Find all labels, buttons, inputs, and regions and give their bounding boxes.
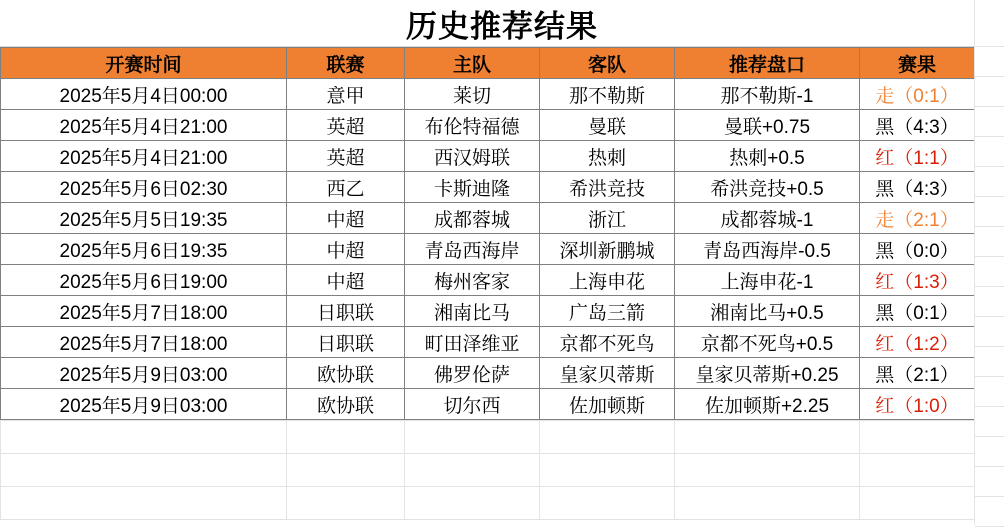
cell-time: 2025年5月4日21:00 (1, 110, 287, 141)
gutter-cell (975, 497, 1004, 527)
empty-cell (1, 487, 287, 520)
cell-league: 欧协联 (287, 389, 405, 420)
status-badge (875, 298, 958, 325)
result-score: （1:2） (894, 333, 959, 355)
cell-home-team: 卡斯迪隆 (405, 172, 540, 203)
gutter-cell (975, 227, 1004, 257)
table-row (1, 265, 975, 296)
gutter-cell (975, 407, 1004, 437)
status-badge (875, 174, 958, 201)
cell-home-team: 布伦特福德 (405, 110, 540, 141)
status-badge (875, 143, 958, 170)
cell-pick: 那不勒斯-1 (675, 79, 860, 110)
empty-row (1, 421, 975, 454)
cell-league: 英超 (287, 110, 405, 141)
empty-cell (860, 487, 975, 520)
result-score: （1:3） (894, 271, 959, 293)
cell-away-team: 希洪竞技 (540, 172, 675, 203)
empty-cell (540, 487, 675, 520)
cell-time: 2025年5月5日19:35 (1, 203, 287, 234)
empty-cell (675, 454, 860, 487)
result-score: （0:0） (894, 240, 959, 262)
table-row (1, 203, 975, 234)
column-header-home: 主队 (405, 48, 540, 79)
gutter-cell (975, 437, 1004, 467)
gutter-cell (975, 47, 1004, 77)
cell-away-team: 佐加顿斯 (540, 389, 675, 420)
gutter-cell (975, 467, 1004, 497)
empty-cell (405, 487, 540, 520)
table-body (1, 79, 975, 420)
cell-pick: 曼联+0.75 (675, 110, 860, 141)
result-mark: 走 (875, 209, 895, 231)
gutter-cell (975, 77, 1004, 107)
table-row (1, 389, 975, 420)
table-row (1, 110, 975, 141)
gutter-cell (975, 347, 1004, 377)
column-header-pick: 推荐盘口 (675, 48, 860, 79)
status-badge (875, 236, 958, 263)
table-row (1, 358, 975, 389)
cell-pick: 湘南比马+0.5 (675, 296, 860, 327)
cell-result (860, 172, 975, 203)
cell-result (860, 389, 975, 420)
cell-league: 西乙 (287, 172, 405, 203)
gutter-cell (975, 377, 1004, 407)
gutter-cell (975, 137, 1004, 167)
gutter-cell (975, 257, 1004, 287)
result-score: （4:3） (894, 116, 959, 138)
status-badge (875, 267, 958, 294)
result-score: （2:1） (894, 364, 959, 386)
gutter-title-cell (975, 0, 1004, 47)
cell-league: 中超 (287, 265, 405, 296)
cell-pick: 上海申花-1 (675, 265, 860, 296)
right-gutter-column (974, 0, 1004, 525)
cell-time: 2025年5月7日18:00 (1, 327, 287, 358)
table-header-row (1, 48, 975, 79)
table-row (1, 141, 975, 172)
gutter-cell (975, 107, 1004, 137)
cell-result (860, 296, 975, 327)
empty-cell (540, 421, 675, 454)
history-results-table (0, 47, 975, 420)
cell-pick: 热刺+0.5 (675, 141, 860, 172)
cell-away-team: 深圳新鹏城 (540, 234, 675, 265)
result-score: （1:1） (894, 147, 959, 169)
empty-cell (540, 454, 675, 487)
result-mark: 红 (875, 271, 895, 293)
cell-time: 2025年5月7日18:00 (1, 296, 287, 327)
empty-cell (405, 454, 540, 487)
cell-home-team: 湘南比马 (405, 296, 540, 327)
status-badge (875, 112, 958, 139)
cell-result (860, 327, 975, 358)
cell-pick: 佐加顿斯+2.25 (675, 389, 860, 420)
empty-cell (1, 454, 287, 487)
column-header-time: 开赛时间 (1, 48, 287, 79)
empty-rows-area (0, 420, 974, 520)
gutter-cell (975, 167, 1004, 197)
result-mark: 黑 (875, 240, 895, 262)
result-mark: 红 (875, 395, 895, 417)
table-row (1, 79, 975, 110)
cell-home-team: 青岛西海岸 (405, 234, 540, 265)
table-row (1, 234, 975, 265)
cell-away-team: 那不勒斯 (540, 79, 675, 110)
result-score: （4:3） (894, 178, 959, 200)
result-mark: 红 (875, 333, 895, 355)
cell-league: 中超 (287, 203, 405, 234)
cell-time: 2025年5月6日02:30 (1, 172, 287, 203)
status-badge (875, 205, 958, 232)
cell-home-team: 莱切 (405, 79, 540, 110)
result-score: （0:1） (894, 302, 959, 324)
status-badge (875, 391, 958, 418)
empty-row (1, 454, 975, 487)
column-header-away: 客队 (540, 48, 675, 79)
cell-away-team: 广岛三箭 (540, 296, 675, 327)
cell-result (860, 203, 975, 234)
cell-home-team: 佛罗伦萨 (405, 358, 540, 389)
cell-away-team: 曼联 (540, 110, 675, 141)
result-mark: 黑 (875, 116, 895, 138)
cell-home-team: 町田泽维亚 (405, 327, 540, 358)
cell-league: 日职联 (287, 327, 405, 358)
cell-pick: 成都蓉城-1 (675, 203, 860, 234)
cell-time: 2025年5月9日03:00 (1, 358, 287, 389)
cell-away-team: 皇家贝蒂斯 (540, 358, 675, 389)
result-score: （0:1） (894, 85, 959, 107)
empty-cell (1, 421, 287, 454)
cell-away-team: 浙江 (540, 203, 675, 234)
cell-result (860, 141, 975, 172)
empty-cell (287, 454, 405, 487)
result-mark: 黑 (875, 302, 895, 324)
gutter-cell (975, 287, 1004, 317)
result-mark: 黑 (875, 178, 895, 200)
cell-time: 2025年5月4日00:00 (1, 79, 287, 110)
result-mark: 红 (875, 147, 895, 169)
empty-row (1, 487, 975, 520)
cell-league: 欧协联 (287, 358, 405, 389)
result-score: （1:0） (894, 395, 959, 417)
result-mark: 走 (875, 85, 895, 107)
empty-cell (287, 487, 405, 520)
result-mark: 黑 (875, 364, 895, 386)
cell-league: 意甲 (287, 79, 405, 110)
cell-time: 2025年5月6日19:00 (1, 265, 287, 296)
column-header-result: 赛果 (860, 48, 975, 79)
empty-cell (405, 421, 540, 454)
page-title: 历史推荐结果 (406, 8, 598, 44)
cell-away-team: 热刺 (540, 141, 675, 172)
cell-pick: 皇家贝蒂斯+0.25 (675, 358, 860, 389)
cell-result (860, 265, 975, 296)
status-badge (875, 360, 958, 387)
cell-result (860, 110, 975, 141)
cell-pick: 京都不死鸟+0.5 (675, 327, 860, 358)
cell-time: 2025年5月6日19:35 (1, 234, 287, 265)
cell-home-team: 切尔西 (405, 389, 540, 420)
cell-result (860, 79, 975, 110)
empty-cell (860, 421, 975, 454)
cell-league: 英超 (287, 141, 405, 172)
empty-cell (860, 454, 975, 487)
table-row (1, 172, 975, 203)
result-score: （2:1） (894, 209, 959, 231)
page-title-row (0, 0, 1004, 47)
cell-home-team: 梅州客家 (405, 265, 540, 296)
cell-time: 2025年5月9日03:00 (1, 389, 287, 420)
gutter-cell (975, 317, 1004, 347)
table-row (1, 327, 975, 358)
empty-cell (675, 421, 860, 454)
cell-league: 日职联 (287, 296, 405, 327)
cell-result (860, 234, 975, 265)
cell-home-team: 成都蓉城 (405, 203, 540, 234)
cell-time: 2025年5月4日21:00 (1, 141, 287, 172)
cell-away-team: 上海申花 (540, 265, 675, 296)
cell-league: 中超 (287, 234, 405, 265)
cell-pick: 青岛西海岸-0.5 (675, 234, 860, 265)
cell-pick: 希洪竞技+0.5 (675, 172, 860, 203)
table-row (1, 296, 975, 327)
column-header-league: 联赛 (287, 48, 405, 79)
status-badge (875, 329, 958, 356)
empty-cell (675, 487, 860, 520)
cell-result (860, 358, 975, 389)
cell-away-team: 京都不死鸟 (540, 327, 675, 358)
status-badge (875, 81, 958, 108)
cell-home-team: 西汉姆联 (405, 141, 540, 172)
empty-cell (287, 421, 405, 454)
gutter-cell (975, 197, 1004, 227)
